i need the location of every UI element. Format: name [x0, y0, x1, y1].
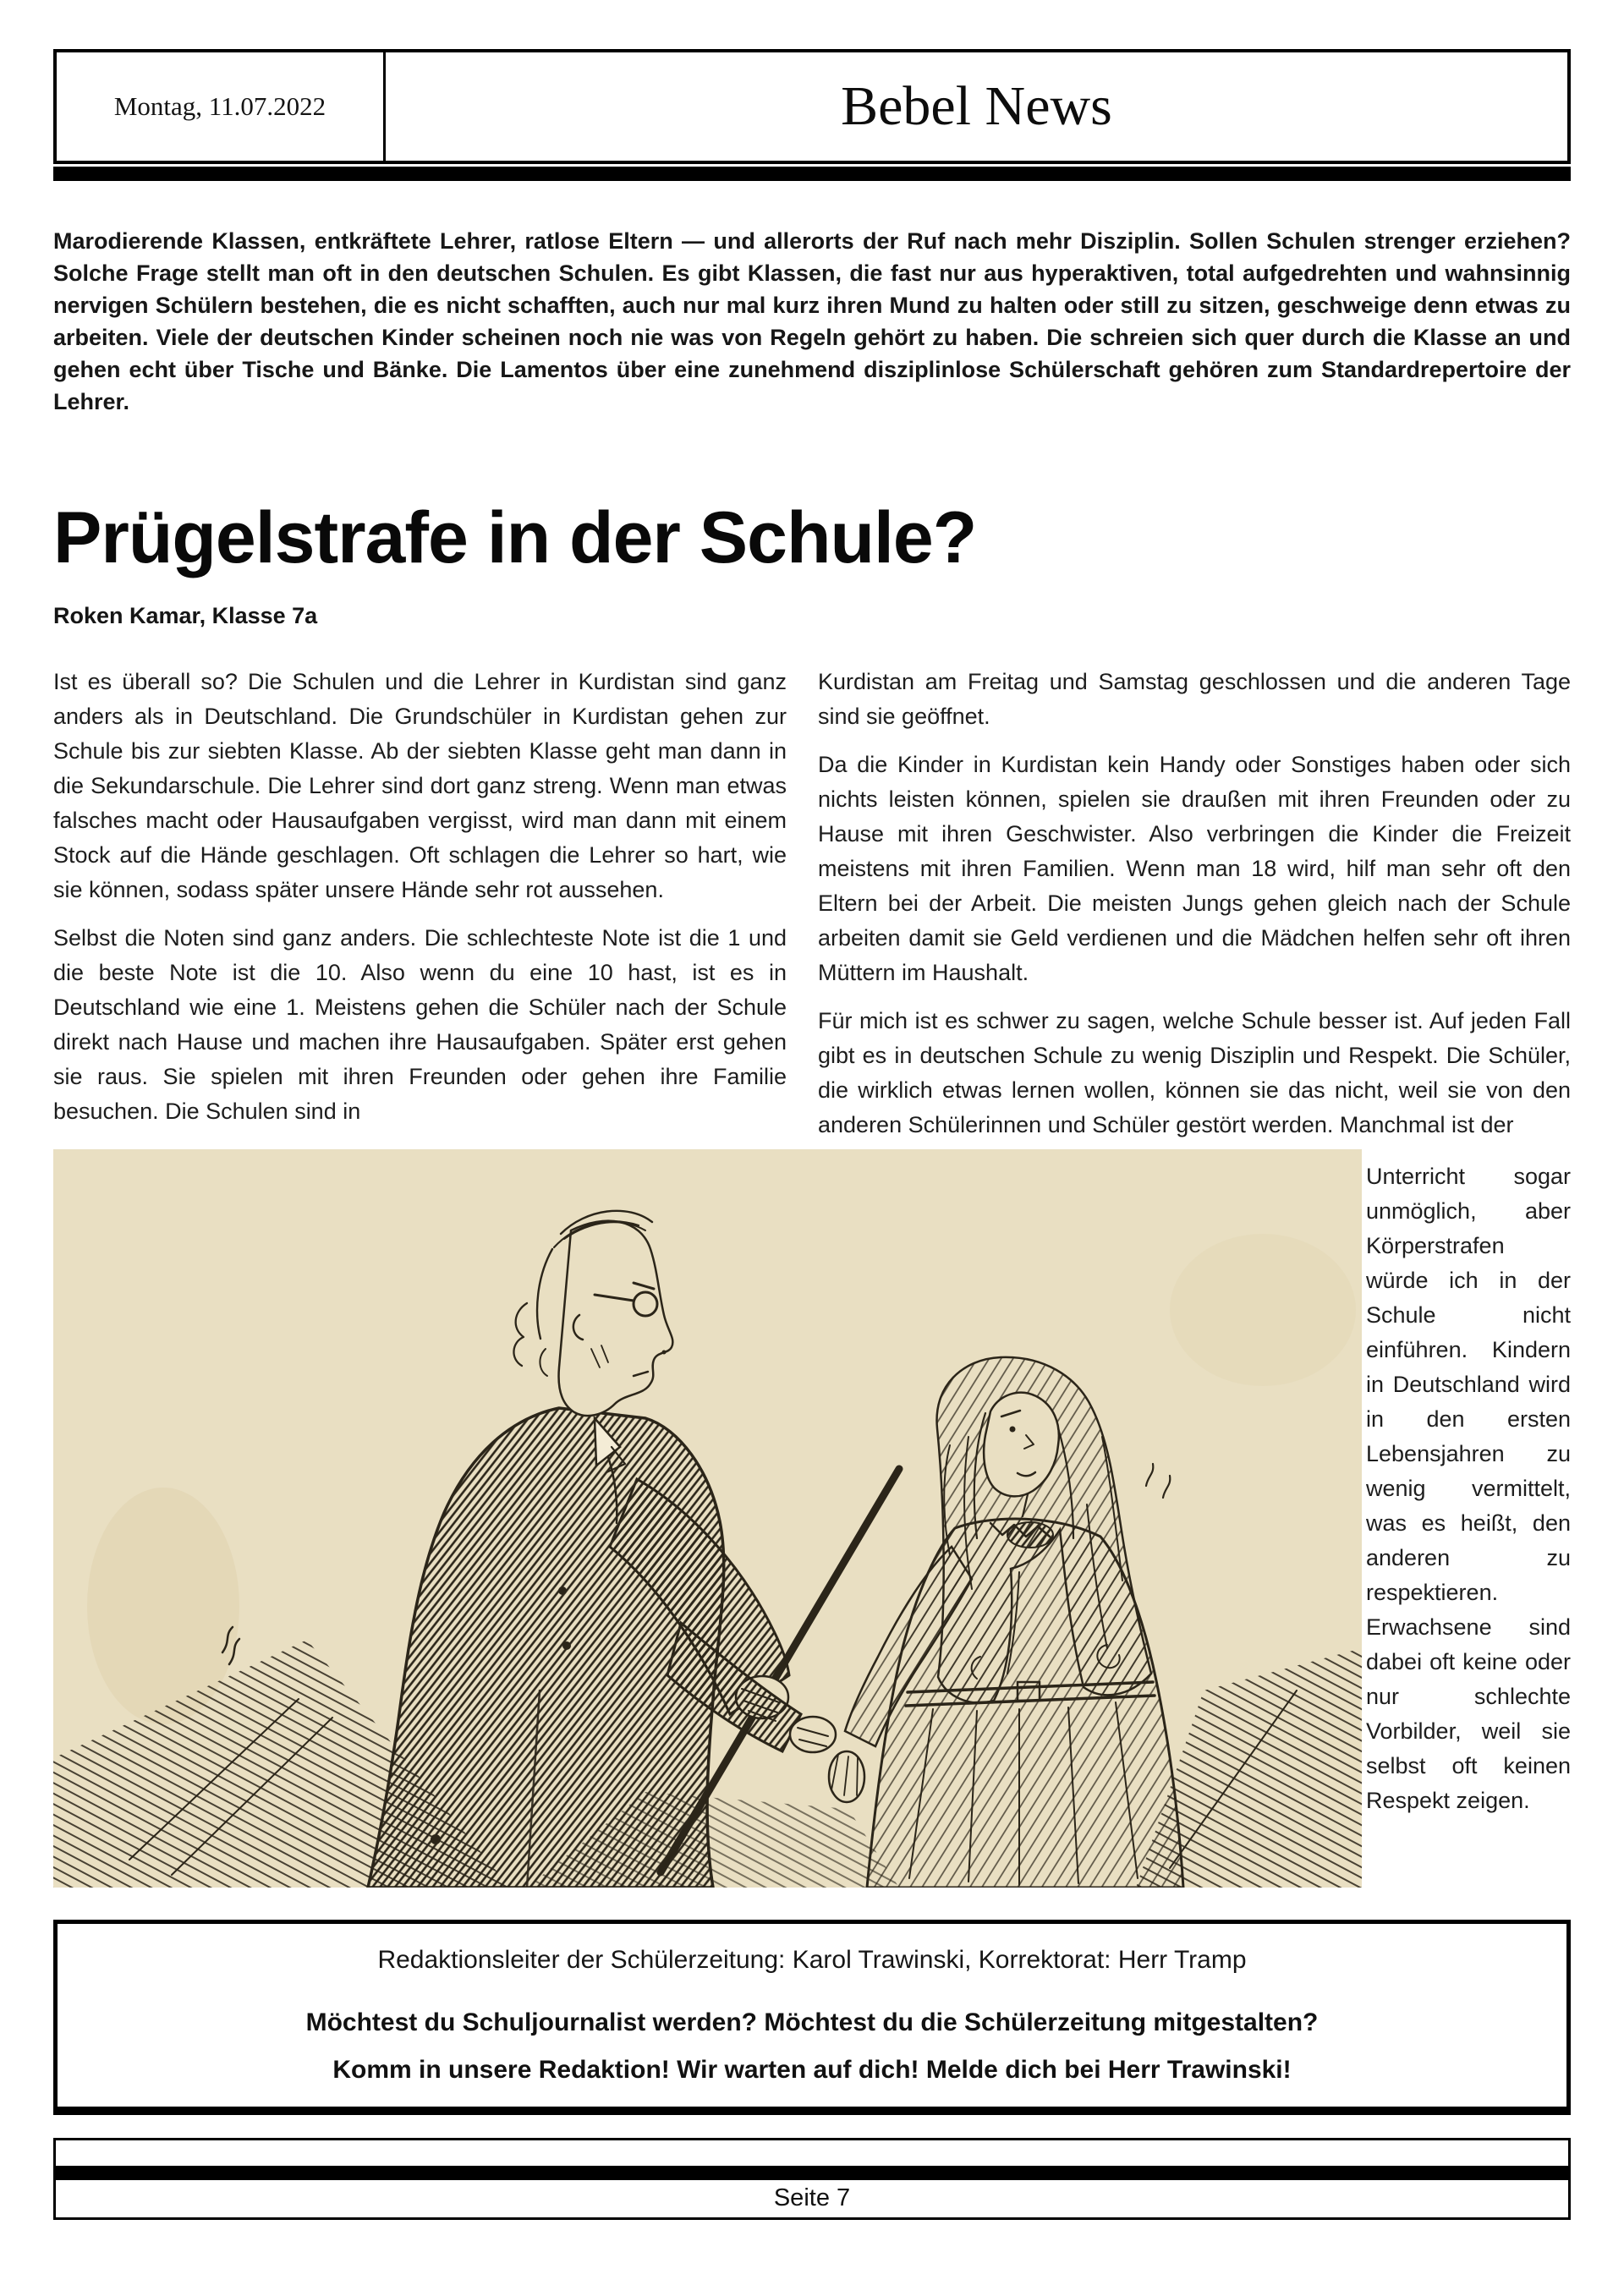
body-paragraph: Kurdistan am Freitag und Samstag geschlossen und die anderen Tage sind sie geöffnet. [818, 668, 1571, 729]
masthead-box [53, 49, 1571, 164]
body-paragraph: Unterricht sogar unmöglich, aber Körperstrafen würde ich in der Schule nicht einführen. Kindern in Deutschland wird in den ersten Lebensjahren zu wenig vermittelt, was es heißt, den anderen zu respektieren. Erwachsene sind dabei oft keine oder nur schlechte Vorbilder, weil sie selbst oft keinen Respekt zeigen. [1366, 1163, 1571, 1813]
body-paragraph: Ist es überall so? Die Schulen und die Lehrer in Kurdistan sind ganz anders als in Deutschland. Die Grundschüler in Kurdistan gehen zur Schule bis zur siebten Klasse. Ab der siebten Klasse geht man dann in die Sekundarschule. Die Lehrer sind dort ganz streng. Wenn man etwas falsches macht oder Hausaufgaben vergisst, wird man dann mit einem Stock auf die Hände geschlagen. Oft schlagen die Lehrer so hart, wie sie können, sodass später unsere Hände sehr rot aussehen. [53, 668, 787, 902]
page-footer [53, 2138, 1571, 2220]
lede-paragraph: Marodierende Klassen, entkräftete Lehrer, ratlose Eltern — und allerorts der Ruf nach mehr Disziplin. Sollen Schulen strenger erziehen? Solche Frage stellt man oft in den deutschen Schulen. Es gibt Klassen, die fast nur aus hyperaktiven, total aufgedrehten und wahnsinnig nervigen Schülern bestehen, die es nicht schafften, auch nur mal kurz ihren Mund zu halten oder still zu sitzen, geschweige denn etwas zu arbeiten. Viele der deutschen Kinder scheinen noch nie was von Regeln gehört zu haben. Die schreien sich quer durch die Klasse an und gehen echt über Tische und Bänke. Die Lamentos über eine zunehmend disziplinlose Schülerschaft gehören zum Standardrepertoire der Lehrer. [53, 228, 1571, 414]
right-column [818, 665, 1571, 1143]
article-byline: Roken Kamar, Klasse 7a [53, 602, 318, 628]
figure-row [53, 1149, 1571, 1888]
article-columns [53, 665, 1571, 1143]
editorial-credits: Redaktionsleiter der Schülerzeitung: Karol Trawinski, Korrektorat: Herr Tramp [377, 1945, 1247, 1974]
masthead [53, 49, 1571, 181]
editorial-cta-2: Komm in unsere Redaktion! Wir warten auf dich! Melde dich bei Herr Trawinski! [332, 2055, 1292, 2084]
article-headline: Prügelstrafe in der Schule? [53, 497, 977, 578]
wrapped-column [1366, 1149, 1571, 1888]
issue-date: Montag, 11.07.2022 [57, 52, 386, 161]
left-column [53, 665, 787, 1143]
body-paragraph: Für mich ist es schwer zu sagen, welche Schule besser ist. Auf jeden Fall gibt es in deutschen Schule zu wenig Disziplin und Respekt. Die Schüler, die wirklich etwas lernen wollen, können sie das nicht, weil sie von den anderen Schülerinnen und Schüler gestört werden. Manchmal ist der [818, 1007, 1571, 1137]
footer-spacer [56, 2140, 1568, 2166]
masthead-rule [53, 167, 1571, 181]
editorial-cta-1: Möchtest du Schuljournalist werden? Möchtest du die Schülerzeitung mitgestalten? [305, 2008, 1319, 2036]
body-paragraph: Da die Kinder in Kurdistan kein Handy oder Sonstiges haben oder sich nichts leisten können, spielen sie draußen mit ihren Freunden oder zu Hause mit ihren Geschwister. Also verbringen die Kinder die Freizeit meistens mit ihren Familien. Wenn man 18 wird, hilf man sehr oft den Eltern bei der Arbeit. Die meisten Jungs gehen gleich nach der Schule arbeiten damit sie Geld verdienen und die Mädchen helfen sehr oft ihren Müttern im Haushalt. [818, 751, 1571, 985]
body-paragraph: Selbst die Noten sind ganz anders. Die schlechteste Note ist die 1 und die beste Note ist die 10. Also wenn du eine 10 hast, ist es in Deutschland wie eine 1. Meistens gehen die Schüler nach der Schule direkt nach Hause und machen ihre Hausaufgaben. Später erst gehen sie raus. Sie spielen mit ihren Freunden oder gehen ihre Familie besuchen. Die Schulen sind in [53, 924, 787, 1124]
footer-bar [56, 2166, 1568, 2180]
engraving-image [53, 1149, 1362, 1888]
newspaper-title: Bebel News [841, 75, 1112, 137]
page-number: Seite 7 [773, 2184, 851, 2212]
editorial-box [53, 1920, 1571, 2115]
illustration-engraving [53, 1149, 1362, 1888]
